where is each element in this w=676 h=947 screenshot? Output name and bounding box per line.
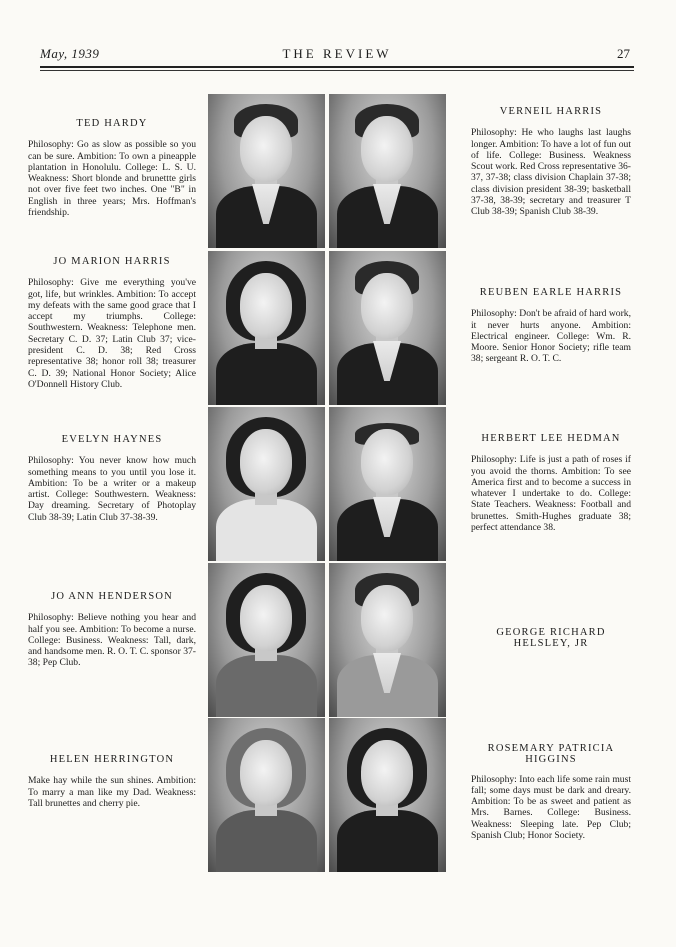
- student-name: EVELYN HAYNES: [61, 434, 163, 445]
- portrait-rosemary-patricia-higgins: [329, 718, 446, 872]
- bio-evelyn-haynes: [28, 434, 196, 523]
- student-bio: Philosophy: Life is just a path of roses if you avoid the thorns. Ambition: To see America first and to become a success in whatever I undertake to do. College: State Teachers. Weakness: Football and brunettes. Smith-Hughes graduate 38; perfect attendance 38.: [471, 454, 631, 534]
- bio-jo-ann-henderson: [28, 591, 196, 669]
- student-bio: Philosophy: You never know how much something means to you until you lose it. Ambition: To be a writer or a makeup artist. College: Southwestern. Weakness: Day dreaming. Secretary of Photoplay Club 38-39; Latin Club 37-38-39.: [28, 455, 196, 523]
- student-name: JO ANN HENDERSON: [51, 591, 173, 602]
- student-name: ROSEMARY PATRICIA HIGGINS: [487, 743, 615, 766]
- bio-jo-marion-harris: [28, 256, 196, 390]
- bio-reuben-earle-harris: [471, 287, 631, 365]
- bio-herbert-lee-hedman: [471, 433, 631, 533]
- portrait-reuben-earle-harris: [329, 251, 446, 405]
- bio-helen-herrington: [28, 754, 196, 809]
- student-name: HELEN HERRINGTON: [49, 754, 175, 765]
- student-name: JO MARION HARRIS: [53, 256, 171, 267]
- portrait-helen-herrington: [208, 718, 325, 872]
- bio-ted-hardy: [28, 118, 196, 218]
- page-header: [40, 44, 634, 64]
- bio-verneil-harris: [471, 106, 631, 218]
- student-name: HERBERT LEE HEDMAN: [481, 433, 621, 444]
- portrait-ted-hardy: [208, 94, 325, 248]
- student-name: TED HARDY: [76, 118, 148, 129]
- portrait-george-richard-helsley: [329, 563, 446, 717]
- portrait-herbert-lee-hedman: [329, 407, 446, 561]
- student-name: VERNEIL HARRIS: [499, 106, 603, 117]
- issue-date: May, 1939: [40, 46, 100, 61]
- student-bio: Philosophy: Go as slow as possible so you can be sure. Ambition: To own a pineapple plantation in Honolulu. College: L. S. U. Weakness: Short blonde and brunettte girls not over five feet two inches. One "B" in English in three years; Mrs. Hoffman's friendship.: [28, 139, 196, 219]
- header-rule-thin: [40, 70, 634, 71]
- page-number: 27: [617, 46, 630, 61]
- portrait-evelyn-haynes: [208, 407, 325, 561]
- student-bio: Make hay while the sun shines. Ambition: To marry a man like my Dad. Weakness: Tall brunettes and cherry pie.: [28, 775, 196, 809]
- portrait-verneil-harris: [329, 94, 446, 248]
- student-bio: Philosophy: Give me everything you've got, life, but wrinkles. Ambition: To accept my defeats with the same good grace that I accept my triumphs. College: Southwestern. Weakness: Telephone men. Secretary C. D. 37; Latin Club 37; vice-president C. D. 38; Red Cross representative 38; honor roll 38; treasurer C. D. 39; National Honor Society; Alice O'Donnell History Club.: [28, 277, 196, 390]
- student-bio: Philosophy: Into each life some rain must fall; some days must be dark and dreary. Ambition: To be as sweet and patient as Mrs. Barnes. College: Business. Weakness: Sleeping late. Pep Club; Spanish Club; Honor Society.: [471, 773, 631, 842]
- publication-title: THE REVIEW: [282, 46, 392, 61]
- student-name: REUBEN EARLE HARRIS: [479, 287, 623, 298]
- student-bio: Philosophy: Believe nothing you hear and half you see. Ambition: To become a nurse. College: Business. Weakness: Tall, dark, and handsome men. R. O. T. C. sponsor 37-38; Pep Club.: [28, 612, 196, 669]
- portrait-jo-ann-henderson: [208, 563, 325, 717]
- student-bio: Philosophy: He who laughs last laughs longer. Ambition: To have a lot of fun out of life. College: Business. Weakness Scout work. Red Cross representative 36-37, 37-38; class division Chaplain 37-38; class division president 38-39; basketball 37-38, 38-39; secretary and treasurer T Club 38-39; Spanish Club 38-39.: [471, 127, 631, 218]
- student-bio: Philosophy: Don't be afraid of hard work, it never hurts anyone. Ambition: Electrical engineer. College: Wm. R. Moore. Senior Honor Society; rifle team 38; sergeant R. O. T. C.: [471, 308, 631, 365]
- student-name: GEORGE RICHARD HELSLEY, JR: [496, 627, 606, 650]
- bio-george-richard-helsley: [471, 627, 631, 660]
- header-rule: [40, 66, 634, 68]
- portrait-jo-marion-harris: [208, 251, 325, 405]
- bio-rosemary-patricia-higgins: [471, 743, 631, 841]
